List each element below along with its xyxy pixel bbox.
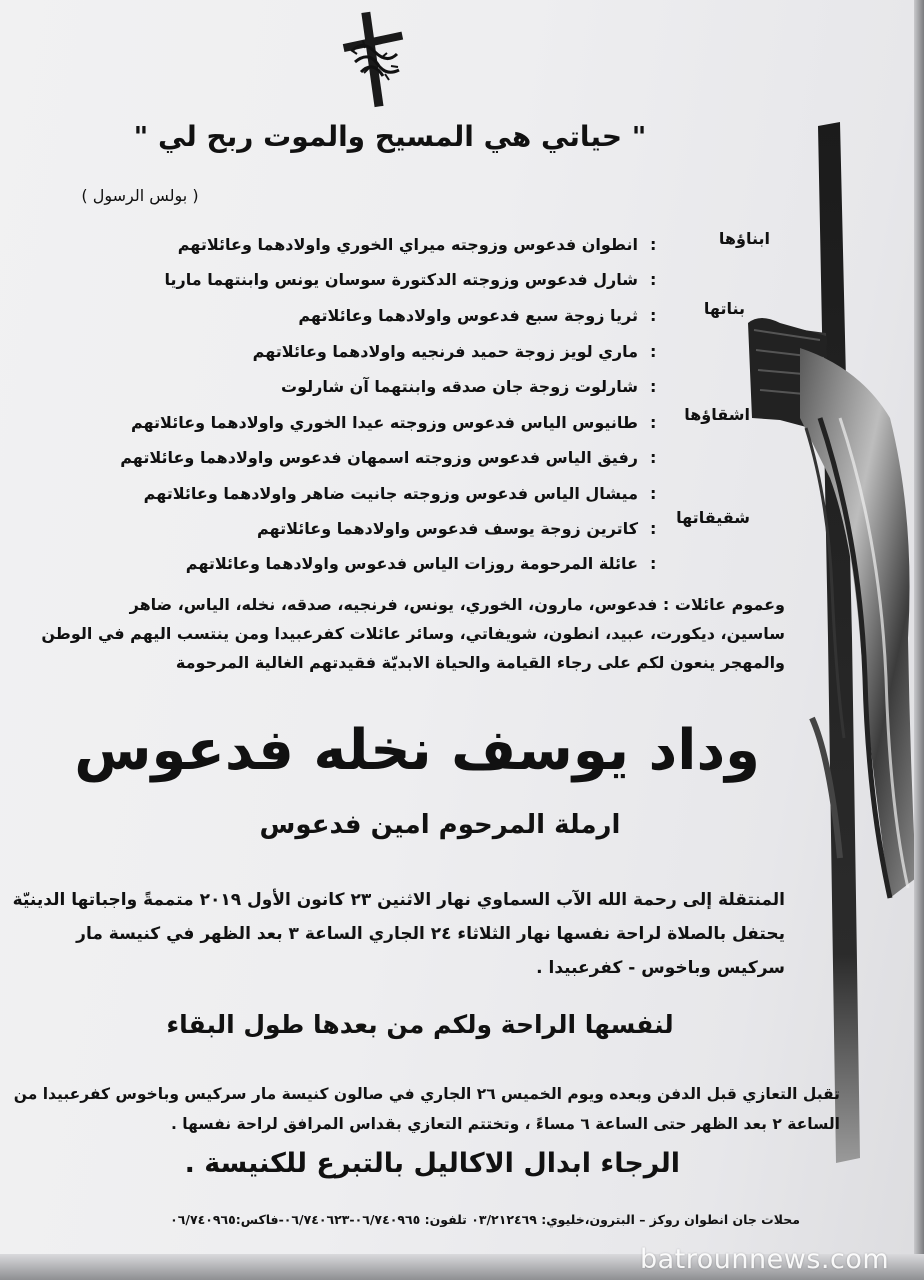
- relative-line: ثريا زوجة سبع فدعوس واولادهما وعائلاتهم: [298, 306, 638, 325]
- relative-line: رفيق الياس فدعوس وزوجته اسمهان فدعوس واولادهما وعائلاتهم: [120, 448, 638, 467]
- relative-line: ميشال الياس فدعوس وزوجته جانيت ضاهر واولادهما وعائلاتهم: [143, 484, 638, 503]
- paper-edge: [914, 0, 924, 1280]
- relative-line: شارل فدعوس وزوجته الدكتورة سوسان يونس وابنتهما ماريا: [164, 270, 638, 289]
- site-watermark: batrounnews.com: [640, 1244, 890, 1275]
- families-line: وعموم عائلات : فدعوس، مارون، الخوري، يونس، فرنجيه، صدقه، نخله، الياس، ضاهر: [129, 595, 785, 614]
- draped-cross-icon: [740, 118, 924, 1168]
- rest-message: لنفسها الراحة ولكم من بعدها طول البقاء: [166, 1010, 674, 1039]
- funeral-line: يحتفل بالصلاة لراحة نفسها نهار الثلاثاء ٢٤ الجاري الساعة ٣ بعد الظهر في كنيسة مار: [76, 924, 785, 944]
- families-line: ساسين، ديكورت، عبيد، انطون، شويفاتي، وسائر عائلات كفرعبيدا ومن ينتسب اليهم في الوطن: [41, 624, 785, 643]
- deceased-name: وداد يوسف نخله فدعوس: [74, 718, 760, 783]
- relative-line: كاترين زوجة يوسف فدعوس واولادهما وعائلاتهم: [257, 519, 638, 538]
- quote-author: ( بولس الرسول ): [81, 186, 199, 205]
- wreath-request: الرجاء ابدال الاكاليل بالتبرع للكنيسة .: [184, 1148, 680, 1179]
- label-sisters: شقيقاتها: [676, 508, 750, 527]
- obituary-sheet: " حياتي هي المسيح والموت ربح لي " ( بولس الرسول ) ابناؤها بناتها اشقاؤها شقيقاتها : : : : : : : : : : انطوان فدعوس وزوجته ميراي الخوري واولادهما وعائلاتهم شارل فدعوس وزوجته الدكتورة سوسان يونس وابنتهما ماريا ثريا زوجة سبع فدعوس واولادهما وعائلاتهم ماري لويز زوجة حميد فرنجيه واولادهما وعائلاتهم شارلوت زوجة جان صدقه وابنتهما آن شارلوت طانيوس الياس فدعوس وزوجته عيدا الخوري واولادهما وعائلاتهم رفيق الياس فدعوس وزوجته اسمهان فدعوس واولادهما وعائلاتهم ميشال الياس فدعوس وزوجته جانيت ضاهر واولادهما وعائلاتهم كاترين زوجة يوسف فدعوس واولادهما وعائلاتهم عائلة المرحومة روزات الياس فدعوس واولادهما وعائلاتهم وعموم عائلات : فدعوس، مارون، الخوري، يونس، فرنجيه، صدقه، نخله، الياس، ضاهر ساسين، ديكورت، عبيد، انطون، شويفاتي، وسائر عائلات كفرعبيدا ومن ينتسب اليهم في الوطن والمهجر ينعون لكم على رجاء القيامة والحياة الابديّة فقيدتهم الغالية المرحومة وداد يوسف نخله فدعوس ارملة المرحوم امين فدعوس المنتقلة إلى رحمة الله الآب السماوي نهار الاثنين ٢٣ كانون الأول ٢٠١٩ متممةً واجباتها الدينيّة يحتفل بالصلاة لراحة نفسها نهار الثلاثاء ٢٤ الجاري الساعة ٣ بعد الظهر في كنيسة مار سركيس وباخوس - كفرعبيدا . لنفسها الراحة ولكم من بعدها طول البقاء تقبل التعازي قبل الدفن وبعده ويوم الخميس ٢٦ الجاري في صالون كنيسة مار سركيس وباخوس كفرعبيدا من الساعة ٢ بعد الظهر حتى الساعة ٦ مساءً ، وتختتم التعازي بقداس المرافق لراحة نفسها . الرجاء ابدال الاكاليل بالتبرع للكنيسة . محلات جان انطوان روكز – البترون،خليوي: ٠٣/٢١٢٤٦٩ تلفون: ٠٦/٧٤٠٩٦٥-٠٦/٧٤٠٦٢٣-فاكس:٠٦/٧٤٠٩٦٥ batrounnews.com: [0, 0, 924, 1280]
- funeral-line: المنتقلة إلى رحمة الله الآب السماوي نهار الاثنين ٢٣ كانون الأول ٢٠١٩ متممةً واجباتها الدينيّة: [12, 890, 785, 910]
- scripture-quote: " حياتي هي المسيح والموت ربح لي ": [133, 120, 647, 153]
- relative-line: عائلة المرحومة روزات الياس فدعوس واولادهما وعائلاتهم: [185, 554, 638, 573]
- deceased-subtitle: ارملة المرحوم امين فدعوس: [259, 810, 621, 840]
- funeral-line: سركيس وباخوس - كفرعبيدا .: [536, 958, 785, 978]
- condolence-line: الساعة ٢ بعد الظهر حتى الساعة ٦ مساءً ، وتختتم التعازي بقداس المرافق لراحة نفسها .: [170, 1115, 840, 1133]
- relative-line: ماري لويز زوجة حميد فرنجيه واولادهما وعائلاتهم: [252, 342, 638, 361]
- relative-line: انطوان فدعوس وزوجته ميراي الخوري واولادهما وعائلاتهم: [177, 235, 638, 254]
- families-line: والمهجر ينعون لكم على رجاء القيامة والحياة الابديّة فقيدتهم الغالية المرحومة: [175, 653, 785, 672]
- label-daughters: بناتها: [703, 299, 745, 318]
- condolence-line: تقبل التعازي قبل الدفن وبعده ويوم الخميس ٢٦ الجاري في صالون كنيسة مار سركيس وباخوس كفرعبيدا من: [13, 1085, 840, 1103]
- cross-thorns-icon: [335, 10, 410, 110]
- funeral-home-contact: محلات جان انطوان روكز – البترون،خليوي: ٠٣/٢١٢٤٦٩ تلفون: ٠٦/٧٤٠٩٦٥-٠٦/٧٤٠٦٢٣-فاكس:٠٦/٧٤٠٩٦٥: [170, 1212, 800, 1227]
- label-sons: ابناؤها: [718, 229, 770, 248]
- relative-line: طانيوس الياس فدعوس وزوجته عيدا الخوري واولادهما وعائلاتهم: [130, 413, 638, 432]
- label-brothers: اشقاؤها: [684, 405, 750, 424]
- relative-line: شارلوت زوجة جان صدقه وابنتهما آن شارلوت: [281, 377, 638, 396]
